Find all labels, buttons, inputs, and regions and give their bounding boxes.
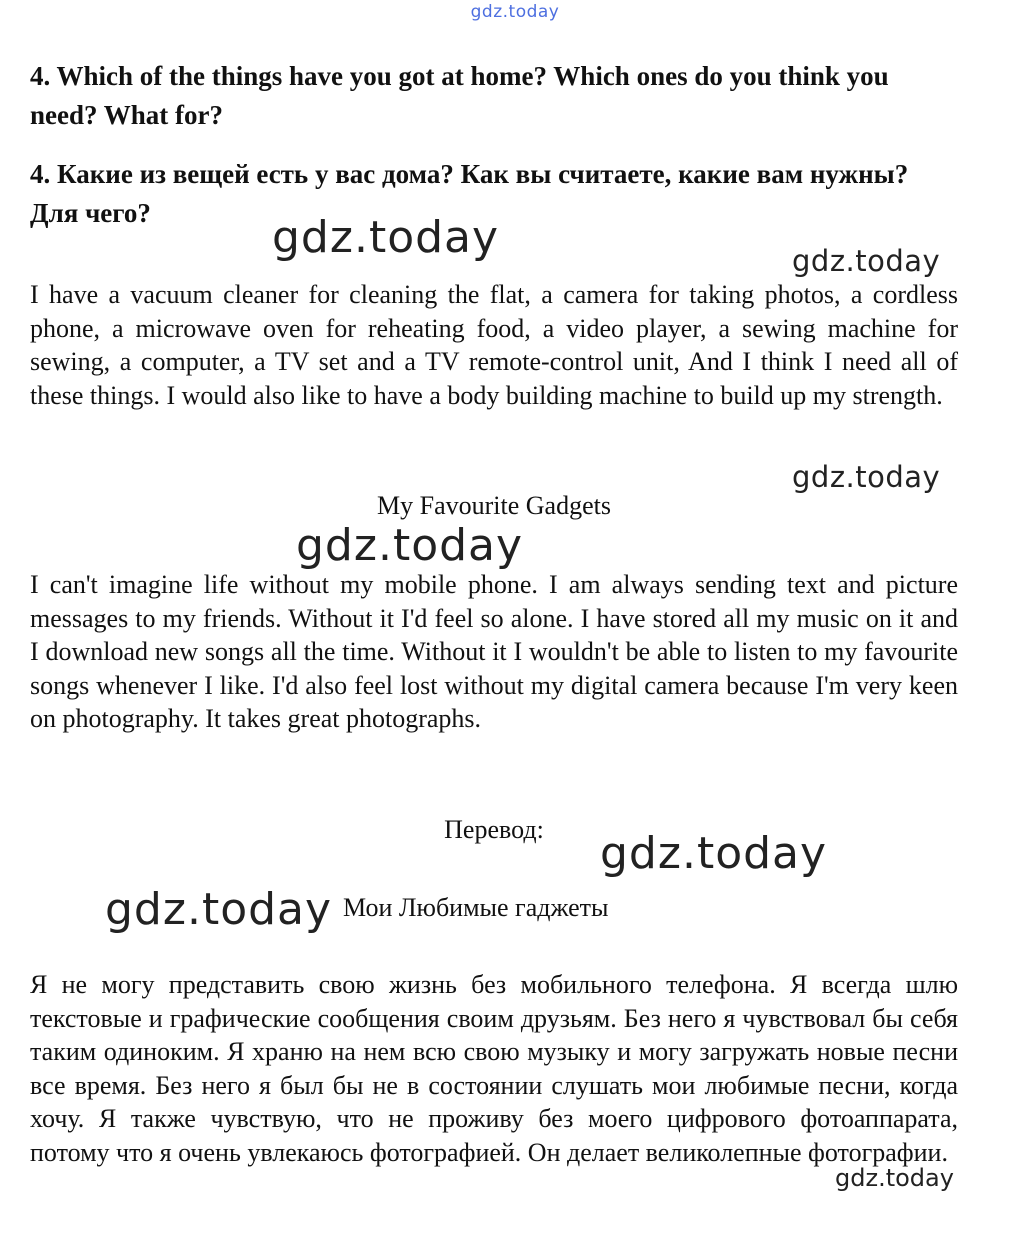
watermark-text: gdz.today — [272, 212, 500, 263]
translation-label: Перевод: — [444, 815, 544, 844]
exercise-heading-ru: 4. Какие из вещей есть у вас дома? Как вы считаете, какие вам нужны? Для чего? — [30, 159, 909, 228]
watermark-text: gdz.today — [296, 520, 524, 571]
watermark-text: gdz.today — [600, 828, 828, 879]
watermark-text: gdz.today — [835, 1164, 954, 1192]
essay-title-en: My Favourite Gadgets — [377, 491, 611, 520]
answer-paragraph: I have a vacuum cleaner for cleaning the flat, a camera for taking photos, a cordless phone, a microwave oven for reheating food, a video player, a sewing machine for sewing, a computer, a TV set and a TV remote-control unit, And I think I need all of these things. I would also like to have a body building machine to build up my strength. — [30, 280, 958, 410]
watermark-text: gdz.today — [792, 244, 941, 278]
essay-paragraph-en: I can't imagine life without my mobile phone. I am always sending text and picture messages to my friends. Without it I'd feel so alone. I have stored all my music on it and I download new songs all the time. Without it I wouldn't be able to listen to my favourite songs whenever I like. I'd also feel lost without my digital camera because I'm very keen on photography. It takes great photographs. — [30, 570, 958, 734]
header-watermark: gdz.today — [470, 2, 560, 22]
exercise-heading-en: 4. Which of the things have you got at home? Which ones do you think you need? What for? — [30, 61, 889, 130]
essay-title-ru: Мои Любимые гаджеты — [343, 893, 609, 922]
watermark-text: gdz.today — [792, 460, 941, 494]
watermark-text: gdz.today — [105, 884, 333, 935]
essay-paragraph-ru: Я не могу представить свою жизнь без мобильного телефона. Я всегда шлю текстовые и графические сообщения своим друзьям. Без него я чувствовал бы себя таким одиноким. Я храню на нем всю свою музыку и могу загружать новые песни все время. Без него я был бы не в состоянии слушать мои любимые песни, когда хочу. Я также чувствую, что не проживу без моего цифрового фотоаппарата, потому что я очень увлекаюсь фотографией. Он делает великолепные фотографии. — [30, 970, 958, 1167]
